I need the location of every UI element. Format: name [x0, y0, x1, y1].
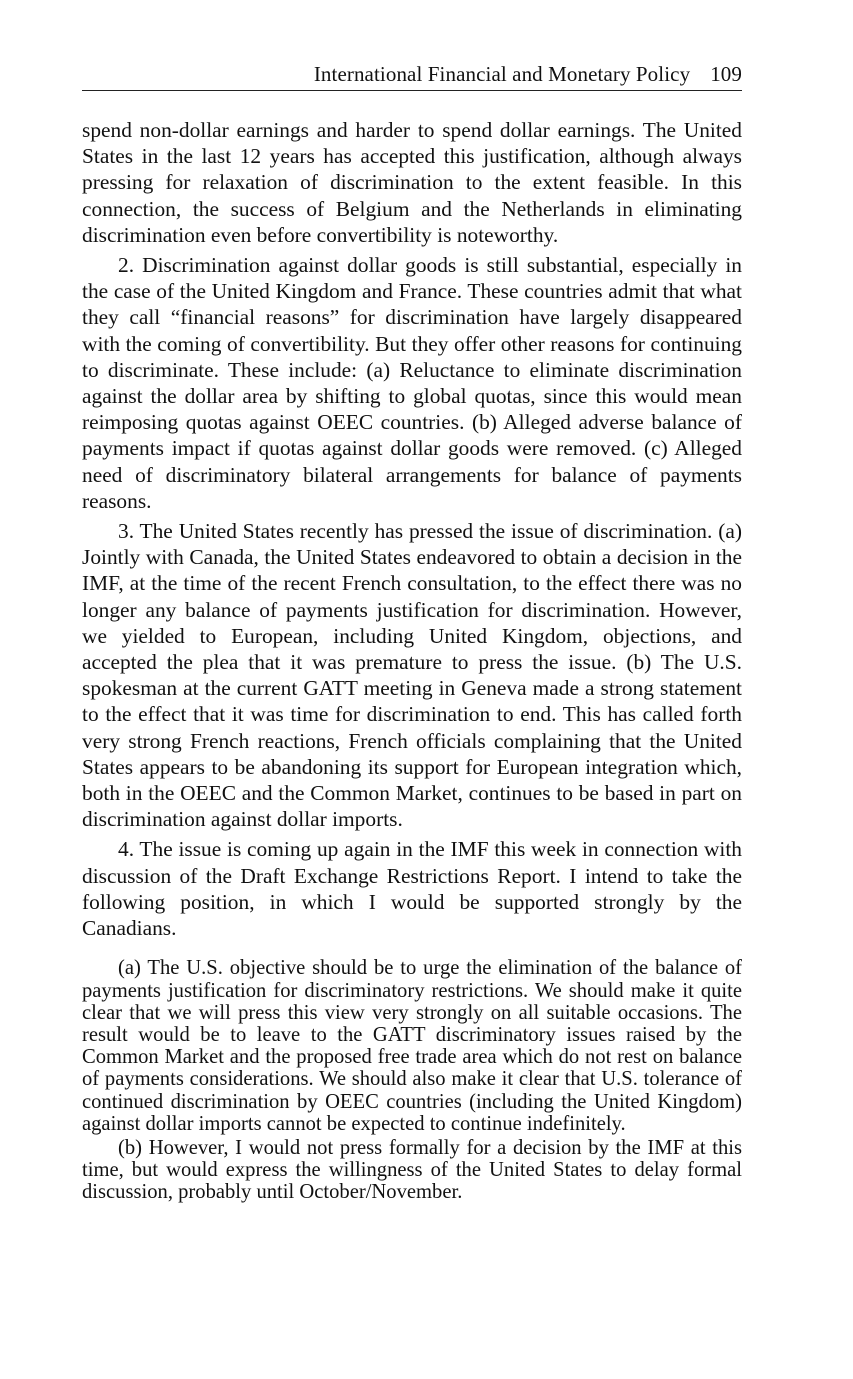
- paragraph-point-3: 3. The United States recently has pressed the issue of discrimination. (a) Jointly with Canada, the United States endeavored to obtain a decision in the IMF, at the time of the recent French consultation, to the effect there was no longer any balance of payments justification for discrimination. However, we yielded to European, including United Kingdom, objections, and accepted the plea that it was premature to press the issue. (b) The U.S. spokesman at the current GATT meeting in Geneva made a strong statement to the effect that it was time for discrimination to end. This has called forth very strong French reactions, French officials complaining that the United States appears to be abandoning its support for European integration which, both in the OEEC and the Common Market, continues to be based in part on discrimination against dollar imports.: [82, 519, 742, 832]
- running-title: International Financial and Monetary Policy: [313, 62, 691, 86]
- body-text: [82, 117, 742, 1204]
- paragraph-point-2: 2. Discrimination against dollar goods is still substantial, especially in the case of the United Kingdom and France. These countries admit that what they call “financial reasons” for discrimination have largely disappeared with the coming of convertibility. But they offer other reasons for continuing to discriminate. These include: (a) Reluctance to eliminate discrimination against the dollar area by shifting to global quotas, since this would mean reimposing quotas against OEEC countries. (b) Alleged adverse balance of payments impact if quotas against dollar goods were removed. (c) Alleged need of discriminatory bilateral arrangements for balance of payments reasons.: [82, 253, 742, 513]
- paragraph-point-4: 4. The issue is coming up again in the IMF this week in connection with discussion of the Draft Exchange Restrictions Report. I intend to take the following position, in which I would be supported strongly by the Canadians.: [82, 837, 742, 941]
- page-number: 109: [710, 62, 742, 86]
- paragraph-continuation: spend non-dollar earnings and harder to spend dollar earnings. The United States in the last 12 years has accepted this justification, although always pressing for relaxation of discrimination to the extent feasible. In this connection, the success of Belgium and the Netherlands in eliminating discrimination even before convertibility is noteworthy.: [82, 118, 742, 247]
- document-page: [82, 60, 742, 1206]
- position-block: [82, 957, 742, 1203]
- position-paragraph-b: (b) However, I would not press formally for a decision by the IMF at this time, but would express the willingness of the United States to delay formal discussion, probably until October/November.: [82, 1136, 742, 1204]
- position-paragraph-a: (a) The U.S. objective should be to urge the elimination of the balance of payments justification for discriminatory restrictions. We should make it quite clear that we will press this view very strongly on all suitable occasions. The result would be to leave to the GATT discriminatory issues raised by the Common Market and the proposed free trade area which do not rest on balance of payments considerations. We should also make it clear that U.S. tolerance of continued discrimination by OEEC countries (including the United Kingdom) against dollar imports cannot be expected to continue indefinitely.: [82, 957, 742, 1135]
- running-header: [82, 60, 742, 91]
